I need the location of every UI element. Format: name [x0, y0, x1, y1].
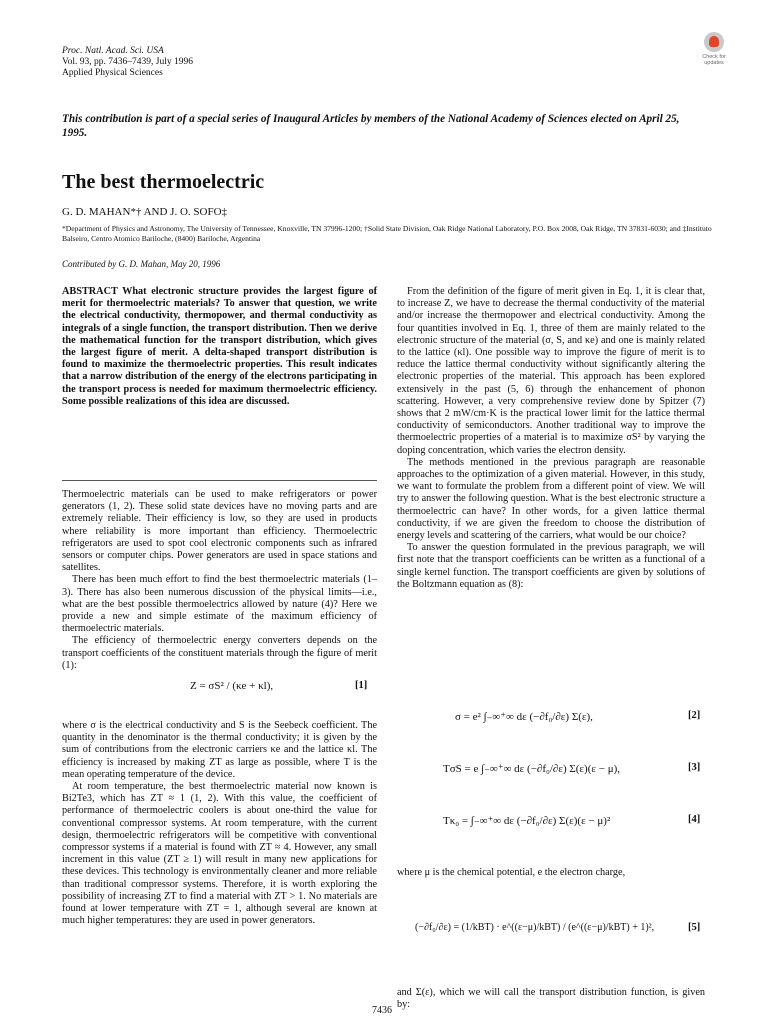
check-for-updates-badge[interactable] — [694, 32, 734, 66]
right-column-middle — [397, 867, 705, 879]
equation-2: σ = e² ∫₋∞⁺∞ dε (−∂f₀/∂ε) Σ(ε), — [455, 711, 593, 723]
equation-5-number: [5] — [688, 922, 701, 933]
journal-volume: Vol. 93, pp. 7436–7439, July 1996 — [62, 57, 193, 67]
equation-1: Z = σS² / (κe + κl), — [190, 680, 274, 692]
intro-paragraph-4: where σ is the electrical conductivity and S is the Seebeck coefficient. The quantity in the denominator is the thermal conductivity; it is given by the sum of contributions from the electronic carriers κe and the lattice κl. The efficiency is increased by making ZT as large as possible, where T is the mean operating temperature of the device. — [62, 720, 377, 780]
equation-1-number: [1] — [355, 680, 368, 691]
journal-header — [62, 46, 193, 79]
contributed-by: Contributed by G. D. Mahan, May 20, 1996 — [62, 259, 221, 269]
body-paragraph-1: From the definition of the figure of merit given in Eq. 1, it is clear that, to increase Z, we have to decrease the thermal conductivity of the material and/or increase the thermopower and electrical conductivity. Among the four quantities involved in Eq. 1, three of them are mainly related to the electronic structure of the material (σ, S, and κe) and one is mainly related to the lattice (κl). One possible way to improve the figure of merit is to reduce the lattice thermal conductivity without significantly altering the electronic properties of the material. This approach has been explored extensively in the past (5, 6) through the enhancement of phonon scattering. However, a very comprehensive review done by Spitzer (7) shows that 2 mW/cm·K is the practical lower limit for the lattice thermal conductivity of semiconductors. Another traditional way to improve the thermoelectric properties of a material is to maximize σS² by varying the doping concentration, which varies the electron density. — [397, 286, 705, 456]
equation-4: Tκ₀ = ∫₋∞⁺∞ dε (−∂f₀/∂ε) Σ(ε)(ε − μ)² — [443, 815, 611, 827]
author-list: G. D. MAHAN*† AND J. O. SOFO‡ — [62, 206, 228, 218]
body-paragraph-3: To answer the question formulated in the previous paragraph, we will first note that the transport coefficients can be written as a functional of a single kernel function. The transport coefficients are given by solutions of the Boltzmann equation as (8): — [397, 542, 705, 590]
special-series-note: This contribution is part of a special series of Inaugural Articles by members of the National Academy of Sciences elected on April 25, 1995. — [62, 113, 680, 139]
abstract-text: ABSTRACT What electronic structure provides the largest figure of merit for thermoelectric materials? To answer that question, we write the electrical conductivity, thermopower, and thermal conductivity as integrals of a single function, the transport distribution. Then we derive the mathematical function for the transport distribution, which gives the largest figure of merit. A delta-shaped transport distribution is found to maximize the thermoelectric properties. This result indicates that a narrow distribution of the energy of the electrons participating in the transport process is needed for maximum thermoelectric efficiency. Some possible realizations of this idea are discussed. — [62, 286, 377, 407]
affiliations: *Department of Physics and Astronomy, The University of Tennessee, Knoxville, TN 37996-1200; †Solid State Division, Oak Ridge National Laboratory, P.O. Box 2008, Oak Ridge, TN 37831-6030; and ‡Instituto Balseiro, Centro Atomico Bariloche, (8400) Bariloche, Argentina — [62, 224, 712, 243]
intro-paragraph-1: Thermoelectric materials can be used to make refrigerators or power generators (1, 2). These solid state devices have no moving parts and are extremely reliable. Their efficiency is low, so they are used in products where reliability is more important than efficiency. Thermoelectric refrigerators are used to spot cool electronic components such as infrared sensors or computer chips. Power generators are used in space stations and satellites. — [62, 489, 377, 574]
body-paragraph-2: The methods mentioned in the previous paragraph are reasonable approaches to the optimization of a given material. However, in this study, we want to formulate the problem from a different point of view. We will try to answer the following question. What is the best electronic structure a thermoelectric can have? In other words, for a given lattice thermal conductivity, if we are given the freedom to choose the distribution of energy levels and scattering of the carriers, what would be our choice? — [397, 456, 705, 542]
abstract — [62, 286, 377, 408]
equation-3: TσS = e ∫₋∞⁺∞ dε (−∂f₀/∂ε) Σ(ε)(ε − μ), — [443, 763, 620, 775]
equation-3-number: [3] — [688, 762, 701, 773]
intro-paragraph-3: The efficiency of thermoelectric energy converters depends on the transport coefficients of the constituent materials through the figure of merit (1): — [62, 635, 377, 671]
page-number: 7436 — [372, 1005, 392, 1016]
journal-name: Proc. Natl. Acad. Sci. USA — [62, 46, 164, 56]
abstract-divider — [62, 480, 377, 481]
equation-5: (−∂f₀/∂ε) = (1/kBT) · e^((ε−μ)/kBT) / (e^((ε−μ)/kBT) + 1)², — [415, 922, 655, 933]
left-column-top — [62, 489, 377, 672]
intro-paragraph-5: At room temperature, the best thermoelectric material now known is Bi2Te3, which has ZT ≈ 1 (1, 2). With this value, the coefficient of performance of thermoelectric coolers is about one-third the value for conventional compressor systems. At room temperature, with the current design, thermoelectric refrigerators will be competitive with conventional compressor systems if a material is found with ZT ≈ 4. However, any small increment in this value (ZT ≥ 1) will result in many new applications for these devices. This technology is environmentally cleaner and more reliable than traditional compressor systems. Therefore, it is worth exploring the possibility of increasing ZT to find a material with ZT > 1. No materials are found at lower temperature with ZT = 1, although several are known at much higher temperatures: they are used in power generators. — [62, 781, 377, 927]
equation-2-number: [2] — [688, 710, 701, 721]
badge-label: Check for updates — [702, 54, 726, 66]
equation-4-number: [4] — [688, 814, 701, 825]
bookmark-icon — [704, 32, 724, 52]
right-column-top — [397, 286, 705, 591]
intro-paragraph-2: There has been much effort to find the best thermoelectric materials (1–3). There has also been numerous discussion of the physical limits—i.e., what are the best possible thermoelectrics allowed by nature (4)? Here we provide a new and simple estimate of the maximum efficiency of thermoelectric materials. — [62, 574, 377, 635]
left-column-bottom — [62, 720, 377, 927]
right-column-bottom — [397, 987, 705, 1011]
journal-section: Applied Physical Sciences — [62, 68, 163, 78]
body-paragraph-4: where μ is the chemical potential, e the electron charge, — [397, 867, 626, 878]
paper-title: The best thermoelectric — [62, 171, 265, 193]
body-paragraph-5: and Σ(ε), which we will call the transport distribution function, is given by: — [397, 987, 705, 1011]
